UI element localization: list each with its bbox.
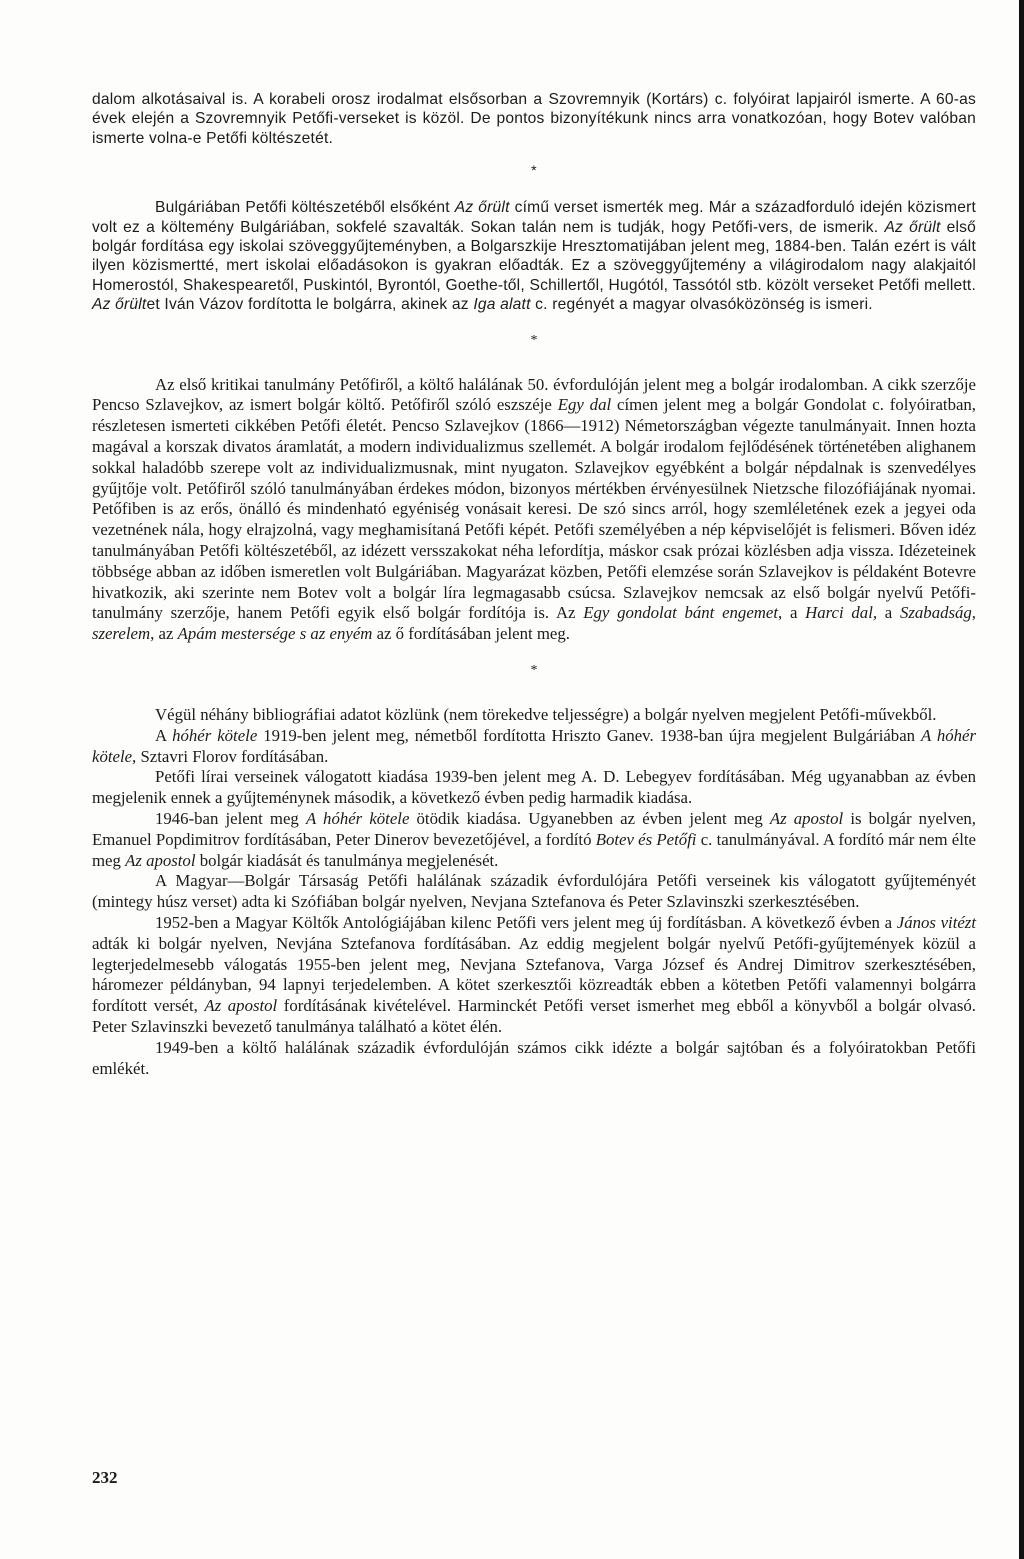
work-title: A hóhér kötele: [305, 809, 410, 828]
work-title: Az apostol: [125, 850, 196, 870]
work-title: János vitézt: [896, 912, 976, 932]
paragraph: Petőfi lírai verseinek válogatott kiadása 1939-ben jelent meg A. D. Lebegyev fordításában. Még ugyanabban az évben megjelenik ennek a gyűjteménynek második, a következő évben pedig harmadik kiadása.: [92, 767, 976, 808]
page-edge-shadow: [1019, 0, 1024, 1559]
section-botev: [92, 90, 976, 148]
work-title: Harci dal: [805, 603, 873, 623]
paragraph: Bulgáriában Petőfi költészetéből elsőként Az őrült című verset ismerték meg. Már a századforduló idején közismert volt ez a költemény Bulgáriában, sokfelé szavalták. Sokan talán nem is tudják, hogy Petőfi-vers, de ismerik. Az őrült első bolgár fordítása egy iskolai szöveggyűjteményben, a Bolgarszkije Hresztomatijában jelent meg, 1884-ben. Talán ezért is vált ilyen közismertté, mert iskolai előadásokon is gyakran előadták. Ez a szöveggyűjtemény a világirodalom nagy alakjaitól Homerostól, Shakespearetől, Puskintól, Byrontól, Goethe-től, Schillertől, Hugótól, Tassótól stb. közölt verseket Petőfi mellett. Az őrültet Iván Vázov fordította le bolgárra, akinek az Iga alatt c. regényét a magyar olvasóközönség is ismeri.: [92, 199, 977, 314]
work-title: Iga alatt: [473, 296, 531, 314]
section-az-orult: [92, 198, 976, 314]
work-title: hóhér kötele: [172, 725, 258, 745]
paragraph: 1949-ben a költő halálának századik évfordulóján számos cikk idézte a bolgár sajtóban és a folyóiratokban Petőfi emlékét.: [92, 1037, 976, 1078]
work-title: Az őrült: [884, 218, 941, 236]
section-separator: *: [530, 663, 538, 679]
work-title: Apám mestersége s az enyém: [177, 624, 373, 644]
paragraph: A Magyar—Bolgár Társaság Petőfi halálának századik évfordulójára Petőfi verseinek kis válogatott gyűjteményét (mintegy húsz verset) adta ki Szófiában bolgár nyelven, Nevjana Sztefanova és Peter Szlavinszki szerkesztésében.: [92, 871, 976, 912]
paragraph: Az első kritikai tanulmány Petőfiről, a költő halálának 50. évfordulóján jelent meg a bolgár irodalomban. A cikk szerzője Pencso Szlavejkov, az ismert bolgár költő. Petőfiről szóló eszszéje Egy dal címen jelent meg a bolgár Gondolat c. folyóiratban, részletesen ismerteti cikkében Petőfi életét. Pencso Szlavejkov (1866—1912) Németországban végezte tanulmányait. Innen hozta magával a korszak divatos áramlatát, a modern individualizmus szellemét. A bolgár irodalom fejlődésének történetében alighanem sokkal haladóbb szerepe volt az individualizmusnak, mint nyugaton. Szlavejkov egyébként a bolgár népdalnak is szenvedélyes gyűjtője volt. Petőfiről szóló tanulmányában érdekes módon, bizonyos mértékben érvényesülnek Nietzsche filozófiájának nyomai. Petőfiben is az erős, önálló és mindenható egyéniség vonásait keresi. De szó sincs arról, hogy szemléletének ezek a jegyei oda vezetnének nála, hogy elrajzolná, vagy meghamisítaná Petőfi képét. Petőfi személyében a nép képviselőjét is felismeri. Bőven idéz tanulmányában Petőfi költészetéből, az idézett versszakokat néha lefordítja, máskor csak prózai közlésben adja vissza. Idézeteinek többsége abban az időben ismeretlen volt Bulgáriában. Magyarázat közben, Petőfi elemzése során Szlavejkov is példaként Botevre hivatkozik, aki szerinte nem Botev volt a bolgár líra legmagasabb csúcsa. Szlavejkov nemcsak az első bolgár nyelvű Petőfi-tanulmány szerzője, hanem Petőfi egyik első bolgár fordítója is. Az Egy gondolat bánt engemet, a Harci dal, a Szabadság, szerelem, az Apám mestersége s az enyém az ő fordításában jelent meg.: [92, 374, 976, 644]
work-title: Egy gondolat bánt engemet: [583, 603, 778, 623]
work-title: A hóhér kötele,: [92, 725, 976, 766]
work-title: Az őrült: [454, 199, 510, 217]
section-bibliography: [92, 705, 976, 1079]
work-title: Botev és Petőfi: [595, 829, 697, 849]
section-separator: *: [530, 332, 538, 348]
document-page: [92, 90, 976, 1079]
paragraph: dalom alkotásaival is. A korabeli orosz irodalmat elsősorban a Szovremnyik (Kortárs) c. folyóirat lapjairól ismerte. A 60-as évek elején a Szovremnyik Petőfi-verseket is közöl. De pontos bizonyítékunk nincs arra vonatkozóan, hogy Botev valóban ismerte volna-e Petőfi költészetét.: [92, 91, 976, 147]
work-title: Az apostol: [204, 996, 278, 1016]
work-title: Az őrült: [92, 296, 147, 314]
work-title: Az apostol: [769, 809, 844, 828]
work-title: Egy dal: [557, 395, 612, 415]
page-number: 232: [92, 1468, 118, 1487]
paragraph: 1952-ben a Magyar Költők Antológiájában kilenc Petőfi vers jelent meg új fordításban. A következő évben a János vitézt adták ki bolgár nyelven, Nevjána Sztefanova fordításában. Az eddig megjelent bolgár nyelvű Petőfi-gyűjtemények közül a legterjedelmesebb válogatás 1955-ben jelent meg, Nevjana Sztefanova, Varga József és Andrej Dimitrov szerkesztésében, háromezer példányban, 94 lapnyi terjedelemben. A kötet szerkesztői közreadták ebben a kötetben Petőfi valamennyi bolgárra fordított versét, Az apostol fordításának kivételével. Harminckét Petőfi verset ismerhet meg ebből a könyvből a bolgár olvasó. Peter Szlavinszki bevezető tanulmánya található a kötet élén.: [92, 912, 976, 1036]
section-separator: *: [531, 162, 537, 179]
work-title: Szabadság, szerelem: [92, 603, 976, 644]
paragraph: A hóhér kötele 1919-ben jelent meg, németből fordította Hriszto Ganev. 1938-ban újra megjelent Bulgáriában A hóhér kötele, Sztavri Florov fordításában.: [92, 725, 976, 766]
paragraph: 1946-ban jelent meg A hóhér kötele ötödik kiadása. Ugyanebben az évben jelent meg Az apostol is bolgár nyelven, Emanuel Popdimitrov fordításában, Peter Dinerov bevezetőjével, a fordító Botev és Petőfi c. tanulmányával. A fordító már nem élte meg Az apostol bolgár kiadását és tanulmánya megjelenését.: [92, 809, 976, 870]
paragraph: Végül néhány bibliográfiai adatot közlünk (nem törekedve teljességre) a bolgár nyelven megjelent Petőfi-művekből.: [155, 705, 937, 725]
section-szlavejkov: [92, 375, 976, 645]
